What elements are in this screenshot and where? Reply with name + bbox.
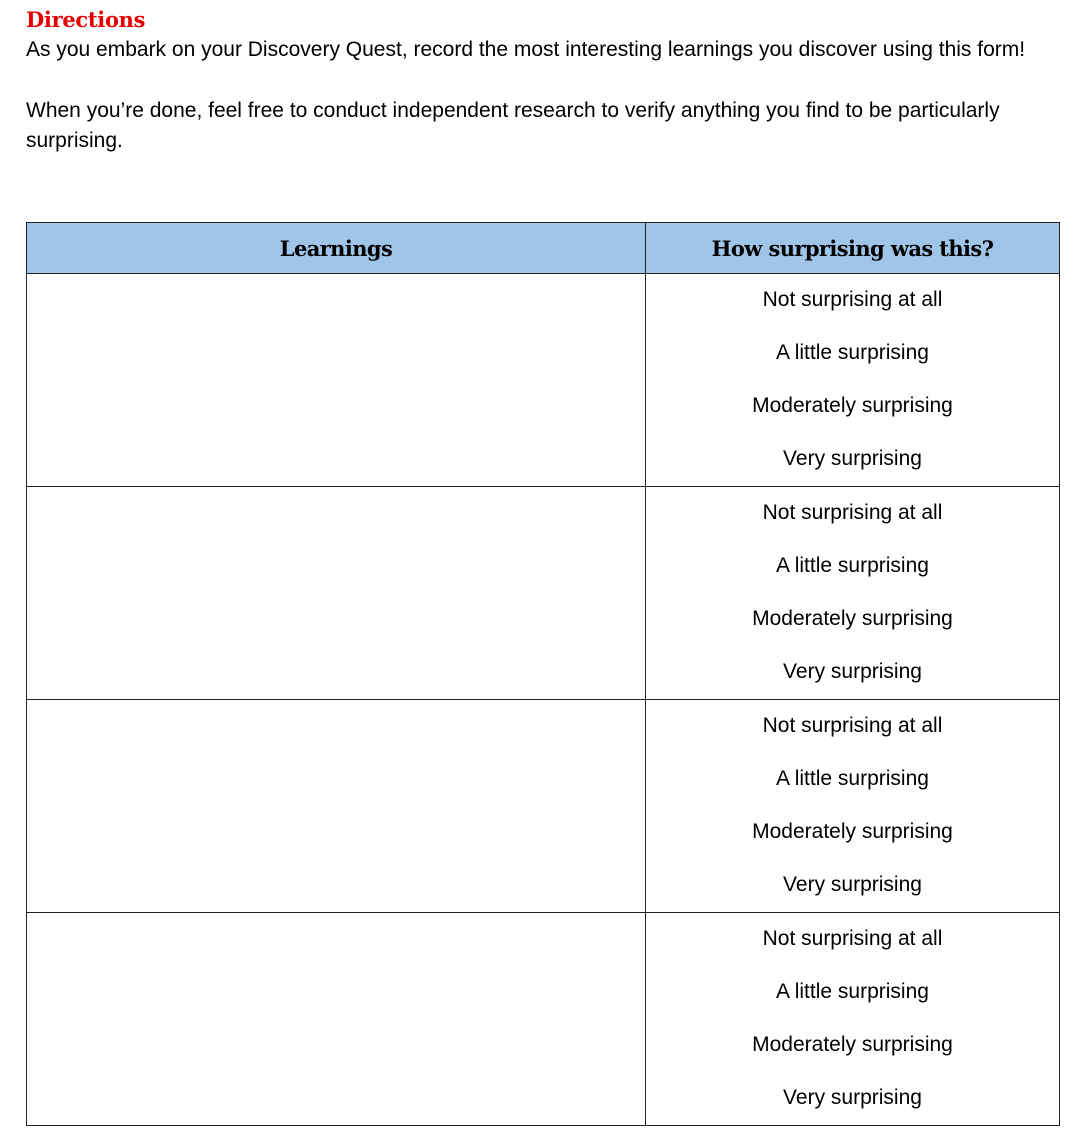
directions-heading: Directions bbox=[26, 7, 146, 32]
table-row bbox=[27, 700, 1060, 913]
surprise-option[interactable]: A little surprising bbox=[776, 767, 929, 790]
table-row bbox=[27, 487, 1060, 700]
learning-cell[interactable] bbox=[27, 913, 646, 1126]
surprise-rating-cell bbox=[646, 700, 1060, 913]
table-row bbox=[27, 913, 1060, 1126]
surprise-option[interactable]: Very surprising bbox=[783, 873, 922, 896]
surprise-option[interactable]: Not surprising at all bbox=[762, 927, 943, 950]
surprise-option[interactable]: Not surprising at all bbox=[762, 501, 943, 524]
surprise-option[interactable]: Moderately surprising bbox=[752, 820, 953, 843]
learning-cell[interactable] bbox=[27, 700, 646, 913]
surprise-option[interactable]: Not surprising at all bbox=[762, 714, 943, 737]
surprise-rating-cell bbox=[646, 274, 1060, 487]
surprise-option[interactable]: A little surprising bbox=[776, 554, 929, 577]
learnings-table bbox=[26, 222, 1060, 1126]
learnings-column-header: Learnings bbox=[27, 223, 646, 274]
surprise-option[interactable]: Very surprising bbox=[783, 660, 922, 683]
surprise-option[interactable]: Very surprising bbox=[783, 447, 922, 470]
learning-cell[interactable] bbox=[27, 274, 646, 487]
surprise-rating-cell bbox=[646, 487, 1060, 700]
surprise-option[interactable]: A little surprising bbox=[776, 341, 929, 364]
surprise-option[interactable]: Not surprising at all bbox=[762, 288, 943, 311]
research-paragraph: When you’re done, feel free to conduct independent research to verify anything you find to be particularly surprising. bbox=[26, 99, 1000, 152]
surprise-option[interactable]: A little surprising bbox=[776, 980, 929, 1003]
surprise-option[interactable]: Very surprising bbox=[783, 1086, 922, 1109]
surprise-option[interactable]: Moderately surprising bbox=[752, 1033, 953, 1056]
surprise-rating-cell bbox=[646, 913, 1060, 1126]
surprise-column-header: How surprising was this? bbox=[646, 223, 1060, 274]
table-row bbox=[27, 274, 1060, 487]
instructions-paragraph: As you embark on your Discovery Quest, record the most interesting learnings you discover using this form! bbox=[26, 38, 1026, 61]
learning-cell[interactable] bbox=[27, 487, 646, 700]
surprise-option[interactable]: Moderately surprising bbox=[752, 394, 953, 417]
document-page bbox=[26, 0, 1059, 1109]
table-header-row bbox=[27, 223, 1060, 274]
surprise-option[interactable]: Moderately surprising bbox=[752, 607, 953, 630]
